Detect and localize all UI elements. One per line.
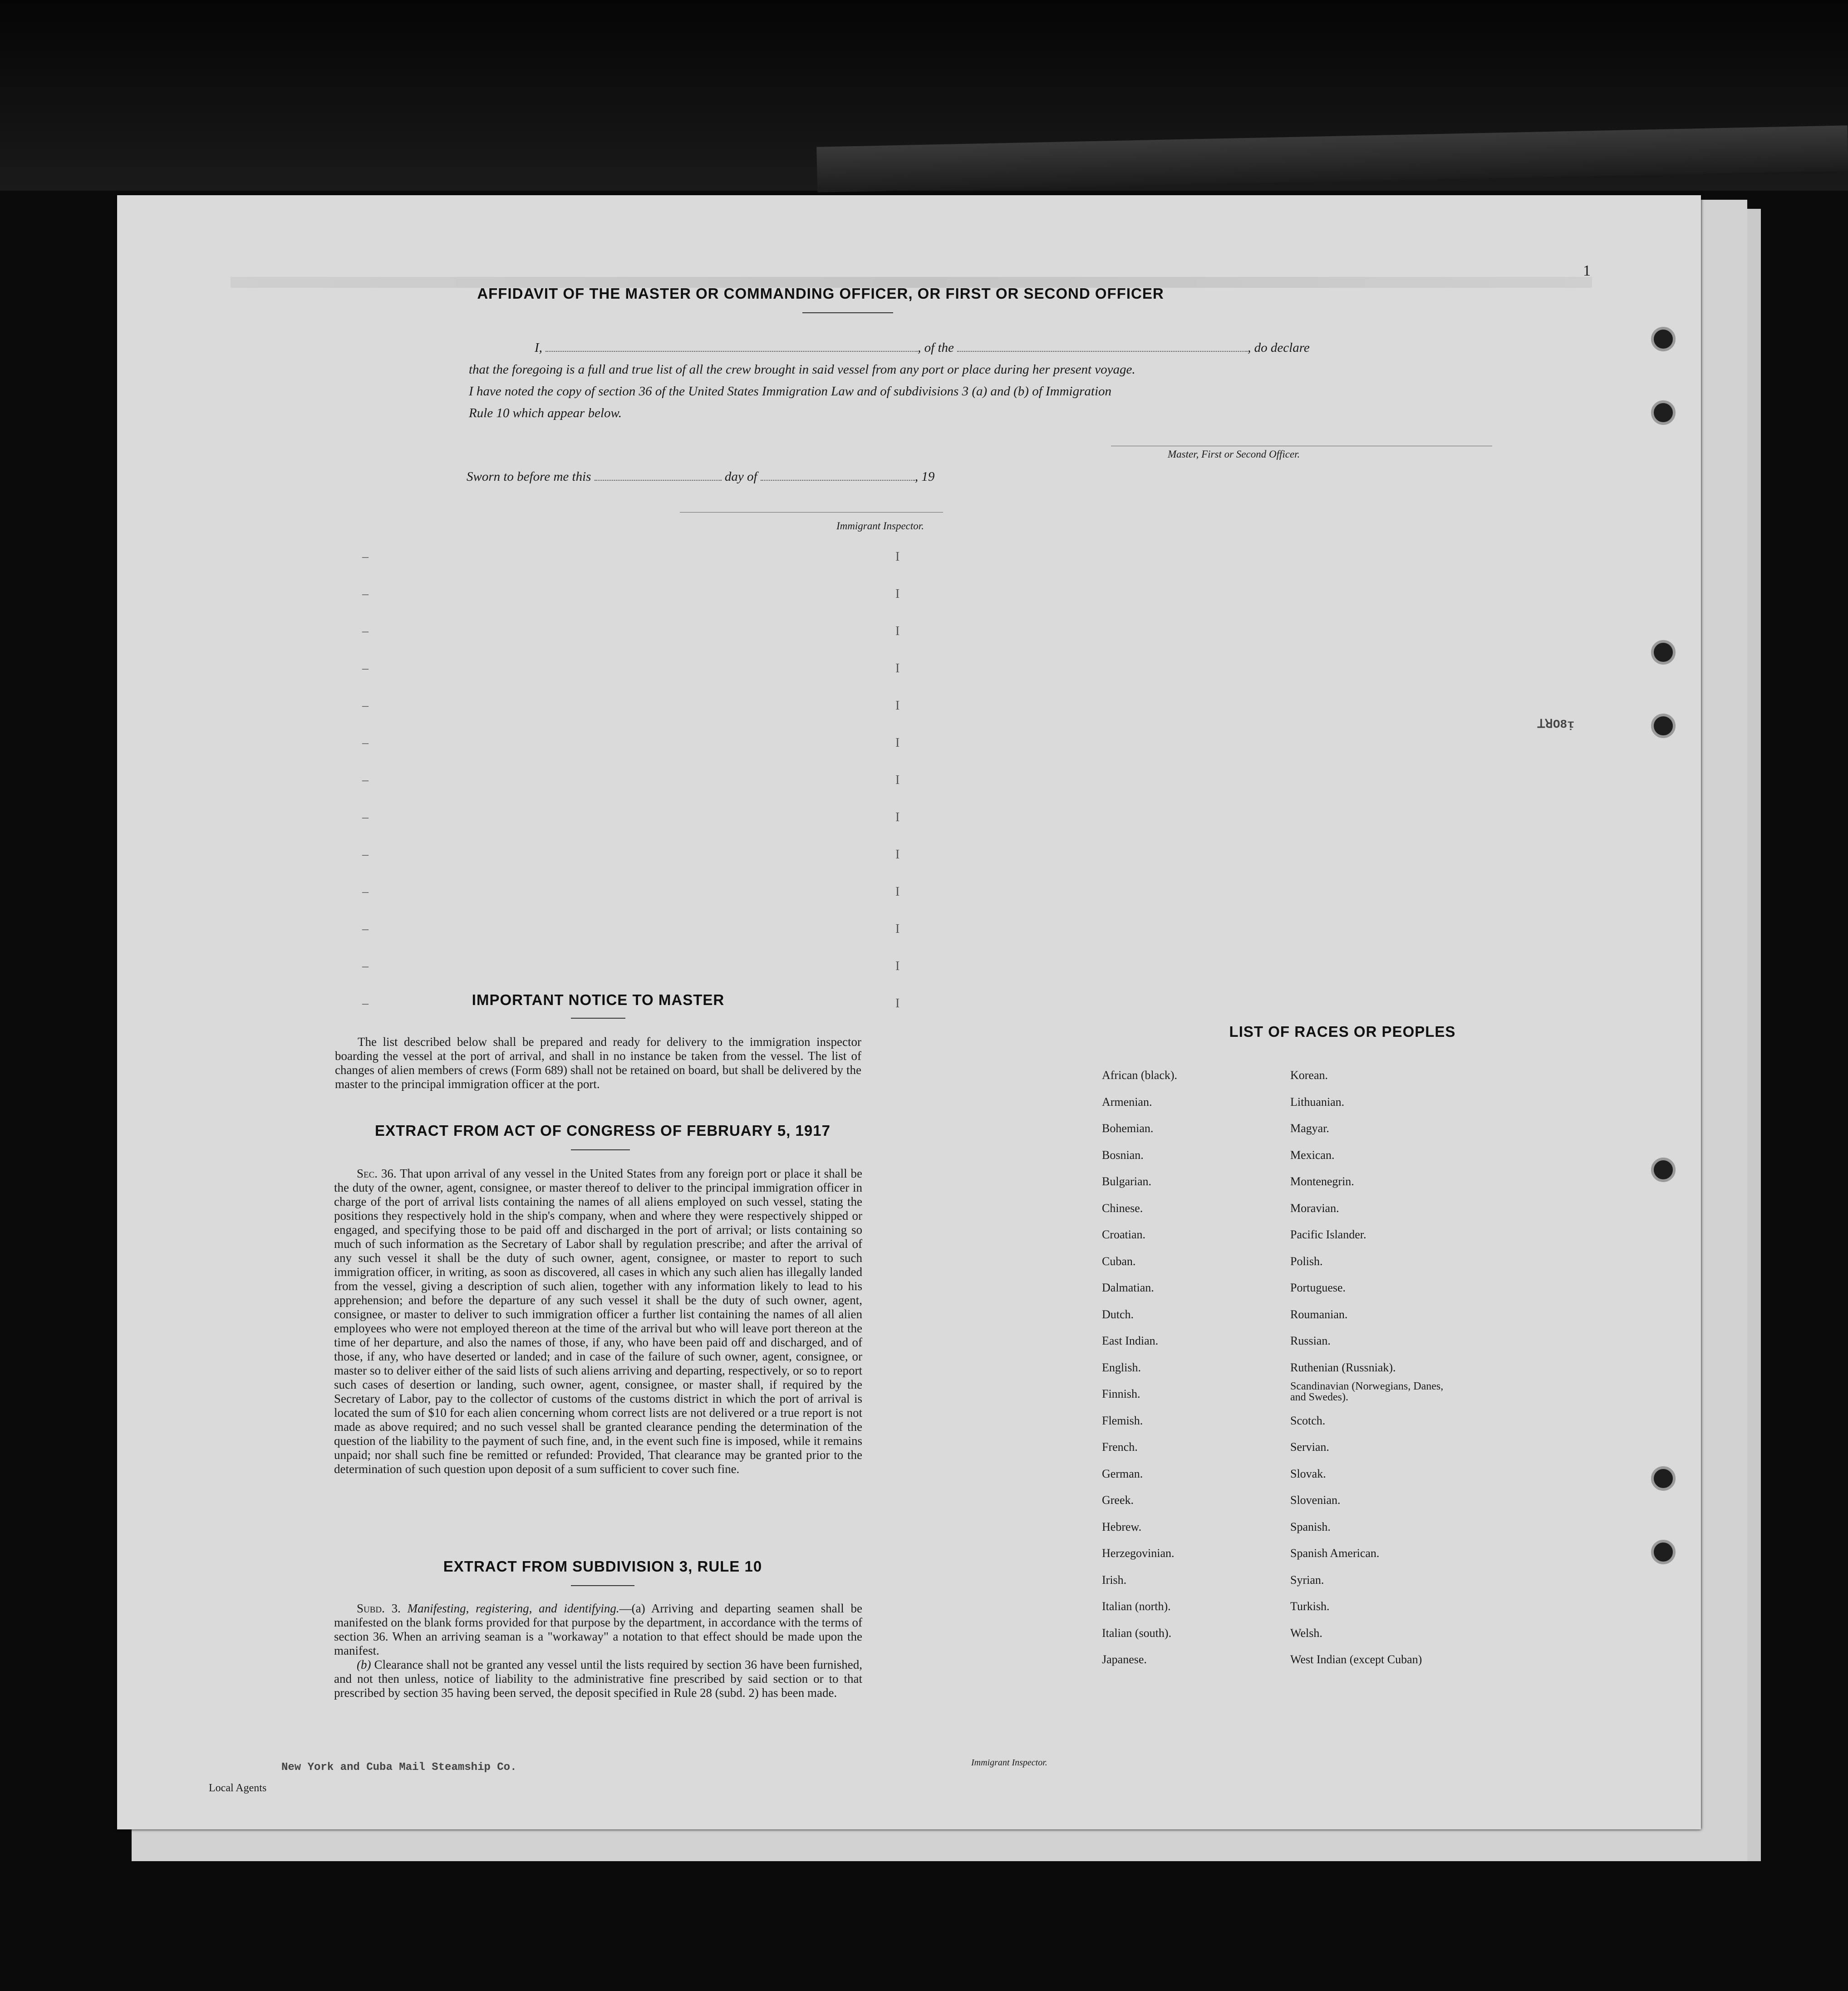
race-item: African (black). xyxy=(1102,1069,1178,1082)
race-item: Scandinavian (Norwegians, Danes, and Swedes). xyxy=(1290,1380,1444,1403)
race-item: Slovenian. xyxy=(1290,1493,1341,1507)
race-item: Moravian. xyxy=(1290,1201,1339,1215)
race-item: Pacific Islander. xyxy=(1290,1228,1366,1241)
remnant-stamp-1: ꓕꓤO8ᴉ xyxy=(1538,718,1574,731)
race-item: Armenian. xyxy=(1102,1095,1152,1109)
race-item: English. xyxy=(1102,1360,1141,1374)
race-item: Roumanian. xyxy=(1290,1307,1348,1321)
page-number: 1 xyxy=(1583,262,1591,279)
inspector-caption: Immigrant Inspector. xyxy=(836,520,924,532)
notice-body xyxy=(335,1035,861,1091)
agent-stamp: New York and Cuba Mail Steamship Co. xyxy=(281,1761,517,1774)
races-title: LIST OF RACES OR PEOPLES xyxy=(1229,1023,1456,1040)
sec-label: Sec. 36. xyxy=(357,1167,397,1180)
inspector-signature-line xyxy=(680,512,943,513)
binder-hole xyxy=(1651,327,1676,351)
subd-para-b: Clearance shall not be granted any vessel until the lists required by section 36 have been furnished, and not then unless, notice of liability to the administrative fine prescribed by said section or to that prescribed by section 35 having been served, the deposit specified in Rule 28 (subd. 2) has been made. xyxy=(334,1658,862,1700)
extract-rule-rule xyxy=(571,1585,634,1586)
local-agents-label: Local Agents xyxy=(209,1782,267,1794)
sworn-month-blank xyxy=(761,466,915,481)
races-column-2 xyxy=(1290,1062,1544,1673)
year-label: , 19 xyxy=(914,469,935,484)
race-item: Greek. xyxy=(1102,1493,1134,1507)
race-item: Slovak. xyxy=(1290,1467,1326,1480)
subd-heading: Manifesting, registering, and identifying. xyxy=(407,1602,619,1615)
race-item: Magyar. xyxy=(1290,1122,1329,1135)
para-b-label: (b) xyxy=(357,1658,371,1671)
affidavit-title: AFFIDAVIT OF THE MASTER OR COMMANDING OFFICER, OR FIRST OR SECOND OFFICER xyxy=(477,285,1164,302)
race-item: Bulgarian. xyxy=(1102,1175,1152,1188)
race-item: Servian. xyxy=(1290,1440,1329,1454)
affidavit-of-the: , of the xyxy=(918,340,954,355)
extract-rule-title: EXTRACT FROM SUBDIVISION 3, RULE 10 xyxy=(443,1558,762,1575)
extract-act-title: EXTRACT FROM ACT OF CONGRESS OF FEBRUARY 5, 1917 xyxy=(375,1122,831,1139)
binder-hole xyxy=(1651,1158,1676,1182)
race-item: East Indian. xyxy=(1102,1334,1159,1347)
affidavit-line-2: that the foregoing is a full and true list of all the crew brought in said vessel from any port or place during her present voyage. xyxy=(469,362,1135,377)
binder-hole xyxy=(1651,400,1676,425)
race-item: Korean. xyxy=(1290,1069,1328,1082)
race-item: Italian (north). xyxy=(1102,1600,1171,1613)
sec-text: That upon arrival of any vessel in the United States from any foreign port or place it shall be the duty of the owner, agent, consignee, or master thereof to deliver to the principal immigration officer in charge of the port of arrival lists containing the names of all aliens employed on such vessel, stating the positions they respectively hold in the ship's company, when and where they were respectively shipped or engaged, and specifying those to be paid off and discharged in the port of arrival; or lists containing so much of such information as the Secretary of Labor shall by regulation prescribe; and after the arrival of any such vessel it shall be the duty of such owner, agent, consignee, or master to report to such immigration officer, in writing, as soon as discovered, all cases in which any such alien has illegally landed from the vessel, giving a description of such alien, together with any information likely to lead to his apprehension; and before the departure of any such vessel it shall be the duty of such owner, agent, consignee, or master to deliver to such immigration officer a further list containing the names of all alien employees who were not employed thereon at the time of the arrival but who will leave port thereon at the time of her departure, and also the names of those, if any, who have been paid off and discharged, and of those, if any, who have deserted or landed; and in case of the failure of such owner, agent, consignee, or master so to deliver either of the said lists of such aliens arriving and departing, respectively, or so to report such cases of desertion or landing, such owner, agent, consignee, or master shall, if required by the Secretary of Labor, pay to the collector of customs of the customs district in which the port of arrival is located the sum of $10 for each alien concerning whom correct lists are not delivered or a true report is not made as above required; and no such vessel shall be granted clearance pending the determination of the question of the liability to the payment of such fine, and, in the event such fine is imposed, while it remains unpaid; nor shall such fine be remitted or refunded: Provided, That clearance may be granted prior to the determination of such question upon deposit of a sum sufficient to cover such fine. xyxy=(334,1167,862,1476)
race-item: Turkish. xyxy=(1290,1600,1330,1613)
race-item: West Indian (except Cuban) xyxy=(1290,1653,1422,1666)
race-item: Spanish American. xyxy=(1290,1547,1380,1560)
race-item: Portuguese. xyxy=(1290,1281,1346,1294)
extract-act-body xyxy=(334,1167,862,1476)
notice-title: IMPORTANT NOTICE TO MASTER xyxy=(472,991,725,1008)
race-item: Welsh. xyxy=(1290,1626,1322,1640)
race-item: Bohemian. xyxy=(1102,1122,1154,1135)
race-item: Cuban. xyxy=(1102,1254,1136,1268)
race-item: German. xyxy=(1102,1467,1143,1480)
extract-rule-body xyxy=(334,1602,862,1700)
notice-text: The list described below shall be prepared and ready for delivery to the immigration inspector boarding the vessel at the port of arrival, and shall in no instance be taken from the vessel. The list of changes of alien members of crews (Form 689) shall not be retained on board, but shall be delivered by the master to the principal immigration officer at the port. xyxy=(335,1035,861,1091)
sworn-day-blank xyxy=(595,466,722,481)
race-item: Mexican. xyxy=(1290,1148,1335,1162)
affidavit-line-3: I have noted the copy of section 36 of the United States Immigration Law and of subdivisions 3 (a) and (b) of Immigration xyxy=(469,384,1112,399)
affidavit-line-1 xyxy=(535,337,1510,359)
binder-hole xyxy=(1651,714,1676,738)
subd-para-a: —(a) Arriving and departing seamen shall be manifested on the blank forms provided for that purpose by the department, in accordance with the terms of section 36. When an arriving seaman is a "workaway" a notation to that effect should be made upon the manifest. xyxy=(334,1602,862,1657)
vessel-blank xyxy=(957,337,1248,352)
affidavit-title-rule xyxy=(802,312,893,313)
extract-act-rule xyxy=(571,1149,630,1150)
race-item: Lithuanian. xyxy=(1290,1095,1345,1109)
notice-title-rule xyxy=(571,1018,625,1019)
race-item: Japanese. xyxy=(1102,1653,1147,1666)
footer-inspector-caption: Immigrant Inspector. xyxy=(971,1758,1047,1768)
affidavit-line-4: Rule 10 which appear below. xyxy=(469,406,622,420)
day-of-label: day of xyxy=(724,469,757,484)
race-item: Croatian. xyxy=(1102,1228,1146,1241)
race-item: Finnish. xyxy=(1102,1387,1140,1400)
binder-hole xyxy=(1651,1466,1676,1491)
row-dashes: – – – – – – – – – – – – – xyxy=(362,550,369,1010)
race-item: Flemish. xyxy=(1102,1414,1143,1427)
race-item: French. xyxy=(1102,1440,1138,1454)
race-item: Russian. xyxy=(1290,1334,1331,1347)
sworn-line xyxy=(467,466,1102,488)
subd-label: Subd. 3. xyxy=(357,1602,401,1615)
race-item: Ruthenian (Russniak). xyxy=(1290,1360,1396,1374)
race-item: Scotch. xyxy=(1290,1414,1326,1427)
race-item: Dutch. xyxy=(1102,1307,1134,1321)
race-item: Syrian. xyxy=(1290,1573,1324,1587)
race-item: Dalmatian. xyxy=(1102,1281,1154,1294)
binder-hole xyxy=(1651,640,1676,665)
race-item: Herzegovinian. xyxy=(1102,1547,1175,1560)
race-item: Chinese. xyxy=(1102,1201,1143,1215)
row-ticks: I I I I I I I I I I I I I xyxy=(895,550,900,1010)
race-item: Spanish. xyxy=(1290,1520,1331,1533)
sworn-label: Sworn to before me this xyxy=(467,469,591,484)
race-item: Irish. xyxy=(1102,1573,1127,1587)
race-item: Bosnian. xyxy=(1102,1148,1144,1162)
affidavit-do-declare: , do declare xyxy=(1248,340,1310,355)
name-blank xyxy=(546,337,918,352)
master-caption: Master, First or Second Officer. xyxy=(1168,448,1300,460)
races-column-1 xyxy=(1102,1062,1283,1673)
race-item: Polish. xyxy=(1290,1254,1323,1268)
race-item: Montenegrin. xyxy=(1290,1175,1354,1188)
document-page xyxy=(117,195,1701,1829)
affidavit-i-label: I, xyxy=(535,340,542,355)
binder-hole xyxy=(1651,1540,1676,1564)
race-item: Hebrew. xyxy=(1102,1520,1142,1533)
race-item: Italian (south). xyxy=(1102,1626,1172,1640)
